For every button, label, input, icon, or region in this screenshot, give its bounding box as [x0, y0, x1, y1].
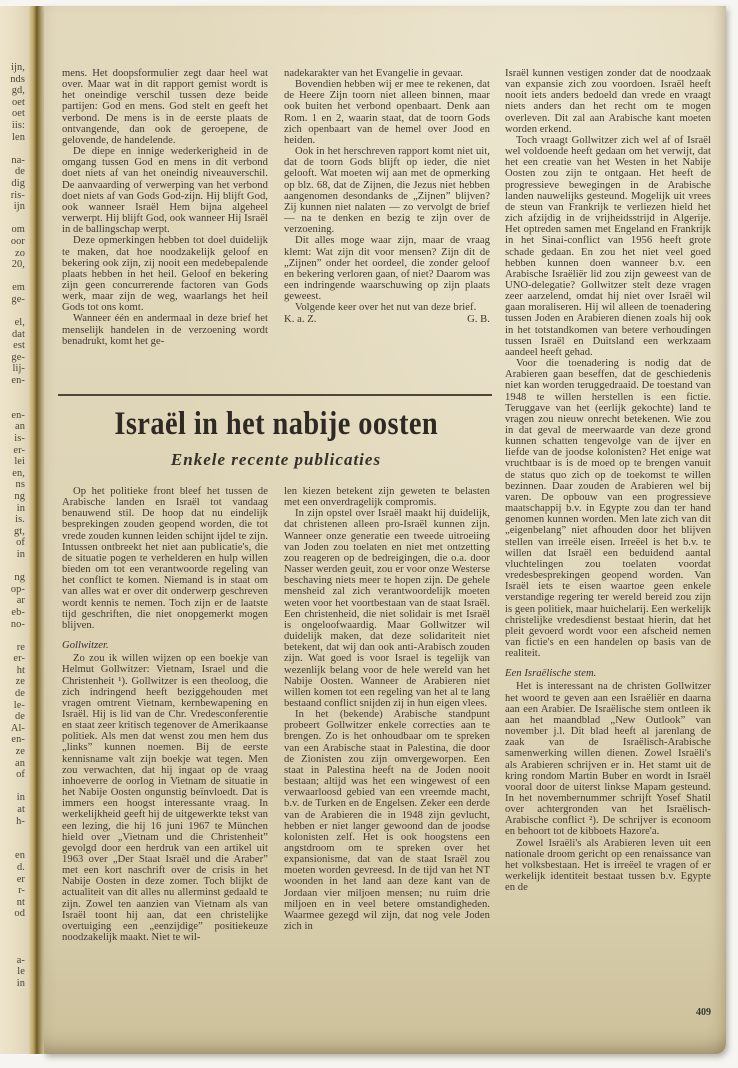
previous-page-edge: [0, 6, 30, 1054]
cutoff-text-fragment: est: [13, 340, 25, 352]
cutoff-text-fragment: [0, 943, 25, 955]
cutoff-text-fragment: [0, 387, 25, 399]
cutoff-text-fragment: le-: [13, 699, 25, 711]
cutoff-text-fragment: le: [17, 966, 25, 978]
cutoff-text-fragment: ht: [16, 664, 25, 676]
cutoff-text-fragment: [0, 561, 25, 573]
section-heading: Gollwitzer.: [62, 640, 109, 652]
paragraph: Volgende keer over het nut van deze brief.: [295, 302, 477, 314]
paragraph: Voor die toenadering is nodig dat de Arabieren gaan beseffen, dat de geschiedenis niet kan worden teruggedraaid. De toestand van 1948 te willen herstellen is een fictie. Teruggave van het (eerlijk gekochte) land te vragen zou nieuw onrecht betekenen. Wie zou in dat geval de meerwaarde van deze grond kunnen schatten tengevolge van de ijver en liefde van de joodse kolonisten? Het enige wat vruchtbaar is is de moed op te brengen vanuit de status quo zich op de toekomst te willen bezinnen. Daar zouden de Arabieren wel bij varen. De opbouw van een progressieve maatschappij b.v. in Egypte zou dan ter hand genomen kunnen worden. Men late zich van dit „eigenbelang” niet afhouden door het blijven stellen van irreële eisen. Irreëel is het b.v. te willen dat Israël een beduidend aantal vluchtelingen zou toelaten voordat vredesbesprekingen geopend worden. Van Israël iets te eisen waartoe geen enkele verstandige regering ter wereld bereid zou zijn is geen politiek, maar huichelarij. Een werkelijk christelijke vredesdienst bestaat hierin, dat het pleit gevoerd wordt voor een afscheid nemen van fictie's en een handelen op basis van de realiteit.: [505, 358, 712, 660]
cutoff-text-fragment: dig: [11, 177, 25, 189]
cutoff-text-fragment: en,: [12, 467, 25, 479]
cutoff-text-fragment: oet: [12, 96, 25, 108]
article-signature-row: [284, 314, 490, 325]
cutoff-text-fragment: in: [16, 502, 25, 514]
cutoff-text-fragment: ng: [14, 572, 25, 584]
cutoff-text-fragment: er-: [13, 653, 25, 665]
cutoff-text-fragment: ijn,: [11, 62, 25, 73]
cutoff-text-fragment: dat: [12, 328, 25, 340]
cutoff-text-fragment: ng: [14, 490, 25, 502]
cutoff-text-fragment: em: [12, 282, 25, 294]
cutoff-text-fragment: en: [14, 850, 25, 862]
cutoff-text-fragment: r-: [18, 885, 25, 897]
cutoff-text-fragment: nds: [10, 73, 25, 85]
cutoff-text-fragment: [0, 271, 25, 283]
section-heading: Een Israëlische stem.: [505, 668, 597, 680]
cutoff-text-fragment: ze: [15, 676, 25, 688]
cutoff-text-fragment: len: [12, 131, 25, 143]
paragraph: Deze opmerkingen hebben tot doel duidelijk te maken, dat hoe noodzakelijk geloof en bekering ook zijn, zij nooit een medebepalende plaats hebben in het heil. Geloof en bekering zijn geen concurrerende factoren van Gods werk, maar zijn de weg, waarlangs het heil Gods tot ons komt.: [62, 235, 268, 314]
cutoff-text-fragment: an: [14, 757, 25, 769]
cutoff-text-fragment: zo: [14, 247, 25, 259]
paragraph: In zijn opstel over Israël maakt hij duidelijk, dat christenen alleen pro-Israël kunnen zijn. Wanneer onze generatie een tweede uitroeiing van Joden zou toelaten en niet met ontzetting zou reageren op de bedreigingen, die o.a. door Nasser werden geuit, zou er voor onze Westerse beschaving niets meer te hopen zijn. De gehele mensheid zal zich verantwoordelijk moeten weten voor het voortbestaan van de staat Israël. Een christenheid, die niet solidair is met Israël is ongeloofwaardig. Maar Gollwitzer wil duidelijk maken, dat deze solidariteit niet betekent, dat wij dan ook anti-Arabisch zouden zijn. Wat goed is voor Israel is tegelijk van wezenlijk belang voor de hele wereld van het Nabije Oosten. Wanneer de Arabieren niet willen komen tot een regeling van het al te lang bestaand conflict snijden zij in hun eigen vlees.: [284, 508, 490, 709]
cutoff-text-fragment: [0, 305, 25, 317]
cutoff-text-fragment: er-: [13, 444, 25, 456]
signature-initials-right: G. B.: [467, 314, 490, 326]
cutoff-text-fragment: is.: [15, 514, 25, 526]
top-article-column-2: [284, 68, 490, 326]
paragraph: Wanneer één en andermaal in deze brief het menselijk handelen in de verzoening wordt benadrukt, komt het ge-: [62, 313, 268, 347]
cutoff-text-fragment: [0, 630, 25, 642]
cutoff-text-fragment: [0, 827, 25, 839]
cutoff-text-fragment: a-: [16, 954, 25, 966]
cutoff-text-fragment: ge-: [11, 351, 25, 363]
top-article-column-2-paras: [284, 68, 490, 313]
cutoff-text-fragment: ar: [16, 595, 25, 607]
cutoff-text-fragment: en-: [11, 409, 25, 421]
cutoff-text-fragment: an: [14, 421, 25, 433]
paragraph: Israël kunnen vestigen zonder dat de noodzaak van expansie zich zou voordoen. Israël heeft nooit iets anders bedoeld dan vrede en vraagt niets anders dan het recht om te mogen overleven. Dit zal aan Arabische kant moeten worden erkend.: [505, 68, 711, 135]
cutoff-text-fragment: om: [11, 224, 25, 236]
cutoff-text-fragment: de: [14, 711, 25, 723]
cutoff-text-fragment: en-: [11, 734, 25, 746]
cutoff-text-fragment: h-: [16, 815, 25, 827]
cutoff-text-fragment: [0, 932, 25, 944]
cutoff-text-fragment: in: [16, 548, 25, 560]
article-title: Israël in het nabije oosten: [114, 406, 438, 442]
cutoff-text-fragment: er: [16, 873, 25, 885]
cutoff-text-fragment: de: [14, 688, 25, 700]
cutoff-text-fragment: [0, 398, 25, 410]
section-divider-rule: [58, 394, 492, 396]
cutoff-text-fragment: lei: [14, 456, 25, 468]
paragraph: nadekarakter van het Evangelie in gevaar.: [284, 68, 464, 79]
signature-initials-left: K. a. Z.: [284, 314, 317, 326]
cutoff-text-fragment: is-: [14, 433, 25, 444]
paragraph: mens. Het doopsformulier zegt daar heel wat over. Maar wat in dit rapport gemist wordt is het oneindige verschil tussen deze beide partijen: God en mens. God stelt en geeft het verbond. De mens is in de eerste plaats de ontvangende, dan ook de geroepene, de gelovende, de handelende.: [62, 68, 268, 146]
cutoff-text-fragment: [0, 143, 25, 155]
paragraph: De diepe en innige wederkerigheid in de omgang tussen God en mens in dit verbond doet niets af van het oneindig niveauverschil. De aanvaarding of verwerping van het verbond doet niets af van Gods God-zijn. Hij blijft God, ook wanneer Israël Hem bijna algeheel verwerpt. Hij blijft God, ook wanneer Hij Israël in de ballingschap werpt.: [62, 146, 268, 236]
cutoff-text-fragment: eb-: [11, 606, 25, 618]
page-number: 409: [696, 1007, 711, 1018]
magazine-page: [44, 6, 726, 1054]
right-column: [505, 68, 711, 893]
cutoff-text-fragment: [0, 920, 25, 932]
cutoff-text-fragment: [0, 213, 25, 225]
feature-article-column-2: [284, 486, 490, 932]
cutoff-text-fragment: op-: [10, 583, 25, 595]
cutoff-text-fragment: el,: [14, 317, 25, 329]
previous-page-text-fragments: [0, 62, 25, 990]
cutoff-text-fragment: no-: [10, 618, 25, 630]
cutoff-text-fragment: ze: [15, 746, 25, 758]
cutoff-text-fragment: na-: [11, 154, 25, 166]
paragraph: Toch vraagt Gollwitzer zich wel af of Israël wel voldoende heeft gedaan om het verwijt, dat het een creatie van het Westen in het Nabije Oosten zou zijn te ontgaan. Het heeft de progressieve bewegingen in de Arabische landen nauwelijks gesteund. Mogelijk uit vrees de steun van Frankrijk te verliezen hield het zich afzijdig in de vrijheidsstrijd in Algerije. Het optreden samen met Engeland en Frankrijk in het Sinai-conflict van 1956 heeft grote schade gedaan. En zou het niet veel goed hebben kunnen doen wanneer b.v. een Arabische Israëliër lid zou zijn geweest van de UNO-delegatie? Gollwitzer stelt deze vragen zeer aarzelend, omdat hij niet over Israël wil gaan moraliseren. Hij wil alleen de toenadering tussen Joden en Arabieren dienen zoals hij ook in het totstandkomen van betere verhoudingen tussen Israël en Duitsland een werkzaam aandeel heeft gehad.: [505, 134, 711, 358]
cutoff-text-fragment: in: [16, 977, 25, 989]
cutoff-text-fragment: nt: [16, 896, 25, 908]
cutoff-text-fragment: at: [17, 804, 25, 815]
paragraph: In het (bekende) Arabische standpunt probeert Gollwitzer enkele correcties aan te brengen. Zo is het onhoudbaar om te spreken van een Arabische staat in Palestina, die door de Zionisten zou zijn omvergeworpen. Een staat in Palestina heeft na de Joden nooit bestaan; altijd was het een wingewest of een verwaarloosd gebied van een vreemde macht, b.v. de Turken en de Engelsen. Zeker een derde van de Arabieren die in 1948 zijn gevlucht, hebben er niet langer gewoond dan de joodse kolonisten zelf. Het is ook hoogstens een angstdroom om te spreken over het expansionisme, dat van de staat Israël zou moeten worden gevreesd. In de tijd van het NT woonden in het land aan deze kant van de Jordaan vier miljoen mensen; nu ruim drie miljoen en in veel betere omstandigheden. Waarmee gezegd wil zijn, dat nog vele Joden zich in: [284, 709, 490, 933]
cutoff-text-fragment: oor: [10, 235, 25, 247]
cutoff-text-fragment: of: [16, 537, 25, 549]
cutoff-text-fragment: gd,: [11, 85, 25, 97]
cutoff-text-fragment: gt,: [14, 525, 25, 537]
cutoff-text-fragment: iis:: [11, 119, 25, 131]
cutoff-text-fragment: lij-: [12, 363, 25, 375]
cutoff-text-fragment: od: [14, 908, 25, 920]
cutoff-text-fragment: ris-: [10, 189, 25, 201]
paragraph: Zowel Israëli's als Arabieren leven uit een nationale droom gericht op een renaissance van het volksbestaan. Het is irreëel te vragen of er werkelijk identiteit bestaat tussen b.v. Egypte en de: [505, 837, 711, 894]
paragraph: Zo zou ik willen wijzen op een boekje van Helmut Gollwitzer: Vietnam, Israel und die Christenheit ¹). Gollwitzer is een theoloog, die zich indringend heeft beziggehouden met vragen omtrent Vietnam, kernbewapening en Israël. Hij is lid van de Chr. Vredesconferentie en staat zeer kritisch tegenover de Amerikaanse politiek. Als men dat wenst zou men hem dus „links” kunnen noemen. Bij de eerste kennisname valt zijn boekje wat tegen. Men zou verwachten, dat hij ingaat op de vraag inhoeverre de oorlog in Vietnam de situatie in het Nabije Oosten ongunstig beïnvloedt. Dat is immers een hoogst interessante vraag. In werkelijkheid geeft hij de uitgewerkte tekst van een lezing, die hij 16 juni 1967 te München hield over „Vietnam und die Christenheit” gevolgd door een herdruk van een artikel uit 1963 over „Der Staat Israël und die Araber” met een kort naschrift over de crisis in het Nabije Oosten in deze zomer. Toch blijkt de actualiteit van dit alles nu allerminst gedaald te zijn. Zowel ten aanzien van Vietnam als van Israël toont hij aan, dat een christelijke overtuiging een „eenzijdige” positiekeuze noodzakelijk maakt. Niet te wil-: [62, 653, 268, 944]
cutoff-text-fragment: re: [16, 641, 25, 653]
cutoff-text-fragment: of: [16, 769, 25, 781]
paragraph: Ook in het herschreven rapport komt niet uit, dat de toorn Gods blijft op ieder, die niet gelooft. Wat moeten wij aan met de opmerking op blz. 68, dat de Zijnen, die Jezus niet hebben aangenomen desondanks de „Zijnen” blijven? Zij kunnen niet nalaten — zo vervolgt de brief — na te denken en bezig te zijn over de verzoening.: [284, 146, 490, 236]
cutoff-text-fragment: ijn: [13, 201, 25, 213]
feature-article-headline: [62, 404, 490, 470]
cutoff-text-fragment: ns: [15, 479, 25, 491]
cutoff-text-fragment: in: [16, 792, 25, 804]
cutoff-text-fragment: d.: [17, 861, 25, 873]
paragraph: Op het politieke front bleef het tussen de Arabische landen en Israël tot vandaag benauwend stil. De hoop dat nu eindelijk besprekingen zouden geopend worden, die tot vrede zouden kunnen leiden schijnt ijdel te zijn. Intussen ontbreekt het niet aan publicatie's, die de situatie pogen te verhelderen en hulp willen bieden om tot een verantwoorde regeling van het conflict te komen. Niemand is in staat om van alles wat er over dit onderwerp geschreven wordt kennis te nemen. Toch zijn er de laatste tijd geschriften, die niet onopgemerkt mogen blijven.: [62, 486, 268, 631]
feature-article-column-1: [62, 486, 268, 943]
cutoff-text-fragment: oet: [12, 108, 25, 120]
cutoff-text-fragment: 20,: [11, 259, 25, 271]
cutoff-text-fragment: [0, 781, 25, 793]
paragraph: len kiezen betekent zijn geweten te belasten met een onverdragelijk compromis.: [284, 486, 490, 509]
paragraph: Het is interessant na de christen Gollwitzer het woord te geven aan een Israëliër en daarna aan een Arabier. De Israëlische stem ontleen ik aan het maandblad „New Outlook” van november j.l. Dit blad heeft al jarenlang de zaak van de Israëlisch-Arabische samenwerking willen dienen. Zowel Israëli's als Arabieren schrijven er in. Het stamt uit de kring rondom Martin Buber en wordt in Israël vooral door de uiterst linkse Mapam gesteund. In het novembernummer schrijft Yosef Shatil over achtergronden van het Israëlisch-Arabische conflict ²). De schrijver is econoom en behoort tot de kibboets Hazore'a.: [505, 681, 711, 838]
cutoff-text-fragment: ge-: [11, 293, 25, 305]
top-article-column-1: [62, 68, 268, 347]
cutoff-text-fragment: Al-: [10, 722, 25, 734]
cutoff-text-fragment: en-: [11, 375, 25, 387]
paragraph: Bovendien hebben wij er mee te rekenen, dat de Heere Zijn toorn niet alleen binnen, maar ook buiten het verbond openbaart. Denk aan Rom. 1 en 2, waarin staat, dat de toorn Gods zich openbaart van de hemel over Jood en heiden.: [284, 79, 490, 146]
article-subtitle: Enkele recente publicaties: [170, 450, 382, 469]
cutoff-text-fragment: de: [14, 166, 25, 178]
cutoff-text-fragment: [0, 839, 25, 851]
paragraph: Dit alles moge waar zijn, maar de vraag klemt: Wat zijn dit voor mensen? Zijn dit de „Zijnen” onder het oordeel, die zonder geloof en bekering verloren gaan, of niet? Daarom was een indringende waarschuwing op zijn plaats geweest.: [284, 235, 490, 303]
